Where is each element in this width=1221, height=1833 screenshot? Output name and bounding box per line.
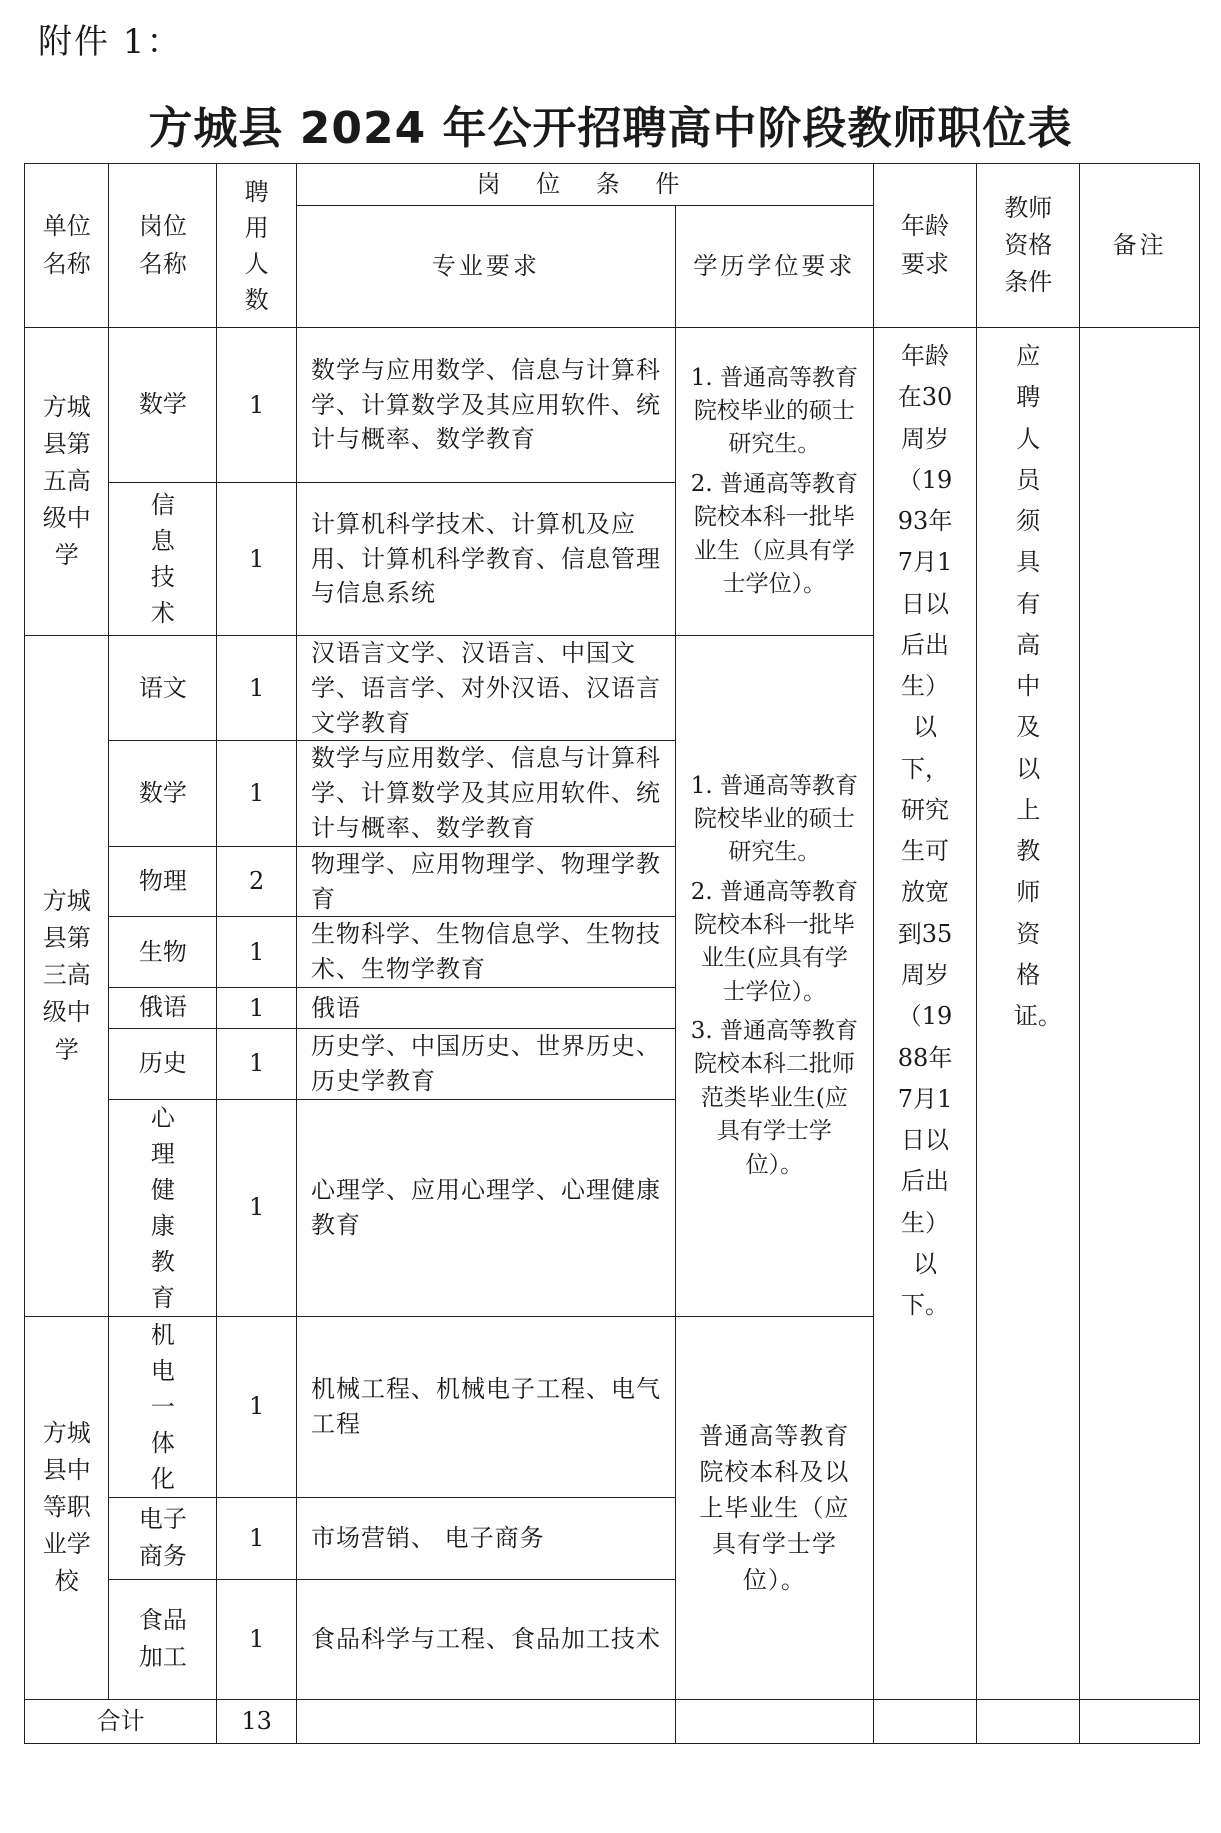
header-age-req: 年龄要求	[873, 164, 976, 328]
post-cell: 食品加工	[109, 1579, 217, 1699]
header-post-name: 岗位名称	[109, 164, 217, 328]
degree-item: 2. 普通高等教育院校本科一批毕业生（应具有学士学位）。	[690, 470, 858, 597]
count-cell: 1	[217, 1099, 297, 1316]
header-teacher-cert: 教师资格条件	[977, 164, 1080, 328]
header-remarks: 备注	[1080, 164, 1200, 328]
count-cell: 1	[217, 328, 297, 483]
header-row	[25, 164, 1200, 206]
count-cell: 1	[217, 741, 297, 846]
count-cell: 2	[217, 846, 297, 917]
unit-name-cell: 方城县第三高级中学	[25, 636, 109, 1317]
degree-item: 2. 普通高等教育院校本科一批毕业生(应具有学士学位）。	[690, 878, 858, 1005]
post-cell: 心理健康教育	[109, 1099, 217, 1316]
remarks-cell	[1080, 328, 1200, 1700]
degree-cell	[675, 1316, 873, 1699]
count-cell: 1	[217, 917, 297, 988]
degree-item: 3. 普通高等教育院校本科二批师范类毕业生(应具有学士学位）。	[690, 1018, 858, 1178]
header-post-conditions: 岗 位 条 件	[297, 164, 874, 206]
count-cell: 1	[217, 1497, 297, 1579]
page-title: 方城县 2024 年公开招聘高中阶段教师职位表	[148, 103, 1073, 154]
count-cell: 1	[217, 1579, 297, 1699]
total-label: 合计	[25, 1699, 217, 1743]
major-cell: 数学与应用数学、信息与计算科学、计算数学及其应用软件、统计与概率、数学教育	[297, 328, 676, 483]
major-cell: 生物科学、生物信息学、生物技术、生物学教育	[297, 917, 676, 988]
degree-item: 普通高等教育院校本科及以上毕业生（应具有学士学位）。	[699, 1421, 850, 1594]
total-empty	[977, 1699, 1080, 1743]
major-cell: 汉语言文学、汉语言、中国文学、语言学、对外汉语、汉语言文学教育	[297, 636, 676, 741]
count-cell: 1	[217, 636, 297, 741]
count-cell: 1	[217, 483, 297, 636]
post-cell: 俄语	[109, 987, 217, 1028]
count-cell: 1	[217, 987, 297, 1028]
post-cell: 生物	[109, 917, 217, 988]
major-cell: 物理学、应用物理学、物理学教育	[297, 846, 676, 917]
degree-cell	[675, 636, 873, 1317]
total-empty	[1080, 1699, 1200, 1743]
count-cell: 1	[217, 1316, 297, 1497]
unit-name-cell: 方城县中等职业学校	[25, 1316, 109, 1699]
cert-requirement-cell: 应聘人员须具有高中及以上教师资格证。	[977, 328, 1080, 1700]
major-cell: 计算机科学技术、计算机及应用、计算机科学教育、信息管理与信息系统	[297, 483, 676, 636]
count-cell: 1	[217, 1028, 297, 1099]
major-cell: 食品科学与工程、食品加工技术	[297, 1579, 676, 1699]
major-cell: 数学与应用数学、信息与计算科学、计算数学及其应用软件、统计与概率、数学教育	[297, 741, 676, 846]
age-requirement-cell: 年龄在30周岁（1993年7月1日以后出生）以下，研究生可放宽到35周岁（1988年7月1日以后出生）以下。	[873, 328, 976, 1700]
degree-item: 1. 普通高等教育院校毕业的硕士研究生。	[690, 772, 858, 866]
unit-name-cell: 方城县第五高级中学	[25, 328, 109, 636]
total-empty	[675, 1699, 873, 1743]
post-cell: 信息技术	[109, 483, 217, 636]
post-cell: 机电一体化	[109, 1316, 217, 1497]
job-table	[24, 163, 1200, 1744]
header-hire-count: 聘用人数	[217, 164, 297, 328]
major-cell: 市场营销、 电子商务	[297, 1497, 676, 1579]
total-count: 13	[217, 1699, 297, 1743]
header-unit-name: 单位名称	[25, 164, 109, 328]
attachment-label: 附件 1：	[38, 22, 183, 62]
header-degree-req: 学历学位要求	[675, 206, 873, 328]
degree-cell	[675, 328, 873, 636]
total-empty	[297, 1699, 676, 1743]
major-cell: 心理学、应用心理学、心理健康教育	[297, 1099, 676, 1316]
major-cell: 俄语	[297, 987, 676, 1028]
post-cell: 数学	[109, 741, 217, 846]
total-row	[25, 1699, 1200, 1743]
header-major-req: 专业要求	[297, 206, 676, 328]
post-cell: 电子商务	[109, 1497, 217, 1579]
major-cell: 历史学、中国历史、世界历史、历史学教育	[297, 1028, 676, 1099]
major-cell: 机械工程、机械电子工程、电气工程	[297, 1316, 676, 1497]
total-empty	[873, 1699, 976, 1743]
post-cell: 语文	[109, 636, 217, 741]
post-cell: 历史	[109, 1028, 217, 1099]
table-row	[25, 328, 1200, 483]
post-cell: 数学	[109, 328, 217, 483]
post-cell: 物理	[109, 846, 217, 917]
degree-item: 1. 普通高等教育院校毕业的硕士研究生。	[690, 364, 858, 458]
